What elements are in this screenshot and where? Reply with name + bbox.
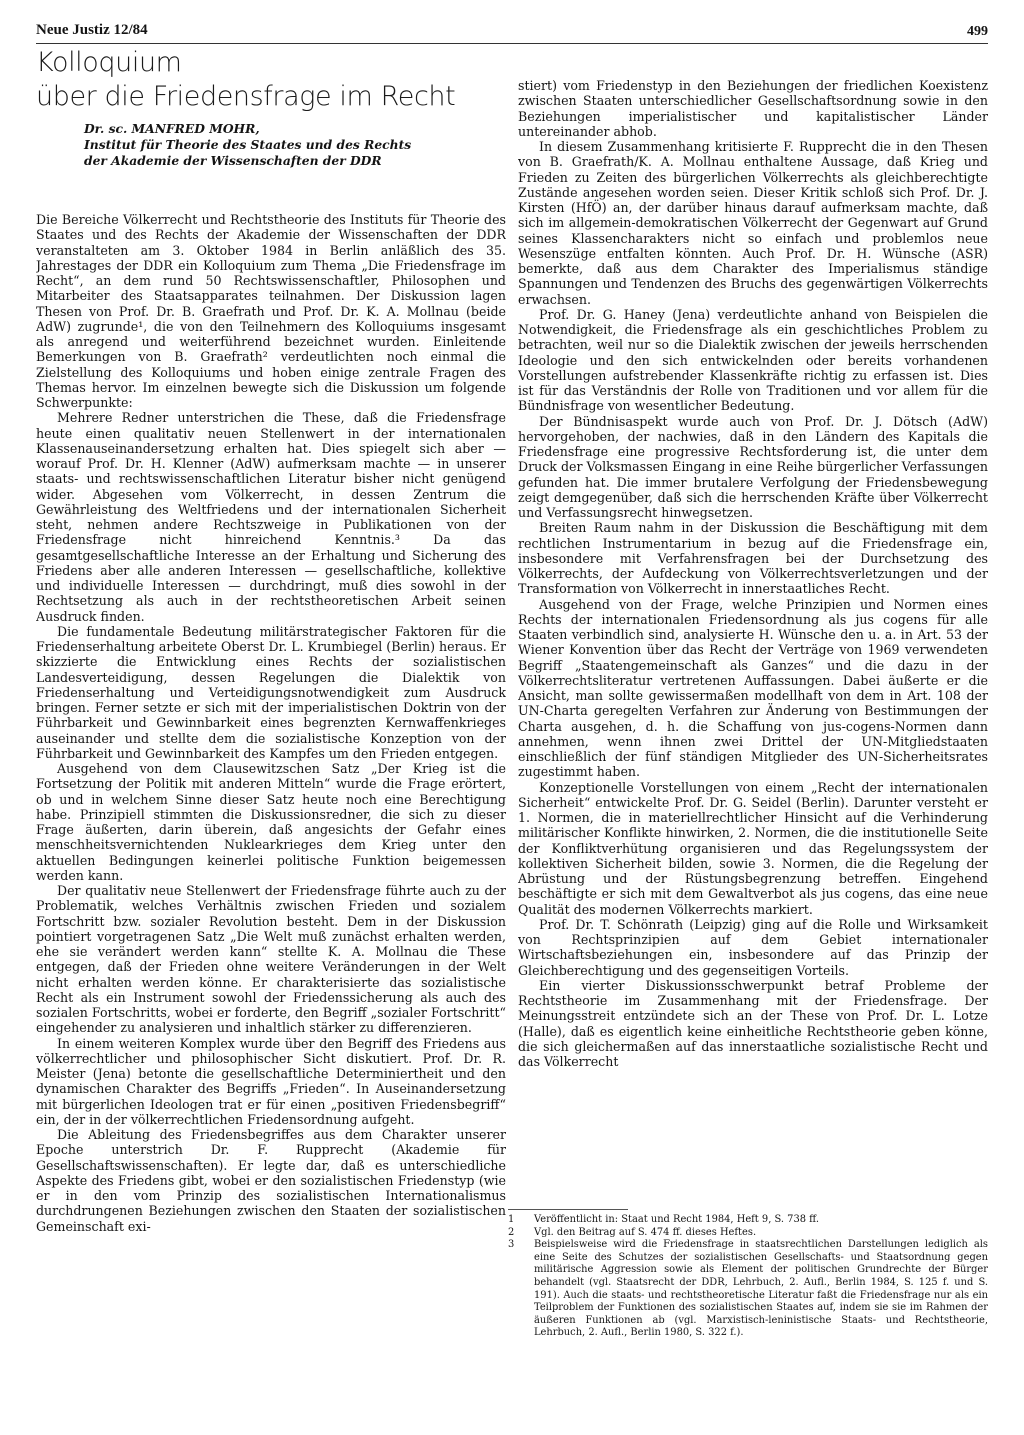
paragraph: Breiten Raum nahm in der Diskussion die Beschäftigung mit dem rechtlichen Instrumentarium in bezug auf die Friedensfrage ein, insbesondere mit Verfahrensfragen bei der Durchsetzung des Völkerrechts, der Aufdeckung von Völkerrechtsverletzungen und der Transformation von Völkerrecht in innerstaatliches Recht. [518, 520, 988, 597]
footnotes [508, 1214, 988, 1340]
paragraph: stiert) vom Friedenstyp in den Beziehungen der friedlichen Koexistenz zwischen Staaten unterschiedlicher Gesellschaftsordnung sowie in den Beziehungen imperialistischer und kapitalistischer Länder untereinander abhob. [518, 78, 988, 139]
page-number: 499 [967, 24, 988, 39]
footnote-number: 1 [508, 1214, 515, 1225]
title-line-2: über die Friedensfrage im Recht [36, 81, 456, 112]
paragraph: Die Ableitung des Friedensbegriffes aus dem Charakter unserer Epoche unterstrich Dr. F. Rupprecht (Akademie für Gesellschaftswissenschaften). Er legte dar, daß es unterschiedliche Aspekte des Friedens gibt, wobei er den sozialistischen Friedenstyp (wie er in den vom Prinzip des sozialistischen Internationalismus durchdrungenen Beziehungen zwischen den Staaten der sozialistischen Gemeinschaft exi- [36, 1127, 506, 1234]
paragraph: Die fundamentale Bedeutung militärstrategischer Faktoren für die Friedenserhaltung arbeitete Oberst Dr. L. Krumbiegel (Berlin) heraus. Er skizzierte die Entwicklung eines Rechts der sozialistischen Landesverteidigung, dessen Regelungen die Dialektik von Friedenserhaltung und Verteidigungsnotwendigkeit zum Ausdruck bringen. Ferner setzte er sich mit der imperialistischen Doktrin von der Führbarkeit und Gewinnbarkeit eines begrenzten Kernwaffenkrieges auseinander und stellte dem die sozialistische Konzeption von der Führbarkeit und Gewinnbarkeit des Kampfes um den Frieden entgegen. [36, 623, 506, 761]
byline [84, 121, 504, 169]
paragraph: In einem weiteren Komplex wurde über den Begriff des Friedens aus völkerrechtlicher und philosophischer Sicht diskutiert. Prof. Dr. R. Meister (Jena) betonte die gesellschaftliche Determiniertheit und den dynamischen Charakter des Begriffs „Frieden“. In Auseinandersetzung mit bürgerlichen Ideologen trat er für einen „positiven Friedensbegriff“ ein, der in der völkerrechtlichen Friedensordnung aufgeht. [36, 1035, 506, 1127]
title-line-1: Kolloquium [36, 47, 182, 78]
footnote-text: Veröffentlicht in: Staat und Recht 1984, Heft 9, S. 738 ff. [534, 1214, 819, 1225]
footnote-text: Vgl. den Beitrag auf S. 474 ff. dieses Heftes. [534, 1226, 757, 1238]
paragraph: Konzeptionelle Vorstellungen von einem „Recht der internationalen Sicherheit“ entwickelte Prof. Dr. G. Seidel (Berlin). Darunter versteht er 1. Normen, die in materiellrechtlicher Hinsicht auf die Verhinderung militärischer Konflikte hinwirken, 2. Normen, die die institutionelle Seite der Konfliktverhütung organisieren und das Regelungssystem der kollektiven Sicherheit bilden, sowie 3. Normen, die die Regelung der Abrüstung und der Rüstungsbegrenzung betreffen. Eingehend beschäftigte er sich mit dem Gewaltverbot als jus cogens, das eine neue Qualität des modernen Völkerrechts markiert. [518, 779, 988, 917]
footnote-text: Beispielsweise wird die Friedensfrage in staatsrechtlichen Darstellungen lediglich als eine Seite des Schutzes der sozialistischen Gesellschafts- und Staatsordnung gegen militärische Aggression sowie als Element der politischen Grundrechte der Bürger behandelt (vgl. Staatsrecht der DDR, Lehrbuch, 2. Aufl., Berlin 1984, S. 125 f. und S. 191). Auch die staats- und rechtstheoretische Literatur faßt die Friedensfrage nur als ein Teilproblem der Funktionen des sozialistischen Staates auf, indem sie sie im Rahmen der äußeren Funktionen ab (vgl. Marxistisch-leninistische Staats- und Rechtstheorie, Lehrbuch, 2. Aufl., Berlin 1980, S. 322 f.). [534, 1239, 988, 1339]
header-rule [36, 43, 988, 44]
left-column [36, 212, 506, 1402]
footnote [508, 1227, 988, 1240]
affiliation-line-2: der Akademie der Wissenschaften der DDR [84, 153, 382, 168]
footnote [508, 1239, 988, 1340]
footnote-number: 3 [508, 1239, 515, 1251]
paragraph: Der qualitativ neue Stellenwert der Friedensfrage führte auch zu der Problematik, welches Verhältnis zwischen Frieden und sozialem Fortschritt bzw. sozialer Revolution besteht. Dem in der Diskussion pointiert vorgetragenen Satz „Die Welt muß zunächst erhalten werden, ehe sie verändert werden kann“ stellte K. A. Mollnau die These entgegen, daß der Frieden ohne weitere Veränderungen in der Welt nicht erhalten werden könne. Er charakterisierte das sozialistische Recht als ein Instrument sowohl der Friedenssicherung als auch des sozialen Fortschritts, wobei er forderte, den Begriff „sozialer Fortschritt“ eingehender zu analysieren und inhaltlich stärker zu differenzieren. [36, 883, 506, 1036]
footnote [508, 1214, 988, 1227]
author-name: Dr. sc. MANFRED MOHR, [84, 121, 260, 136]
paragraph: Mehrere Redner unterstrichen die These, daß die Friedensfrage heute einen qualitativ neuen Stellenwert in der internationalen Klassenauseinandersetzung erhalten hat. Dies spiegelt sich aber — worauf Prof. Dr. H. Klenner (AdW) aufmerksam machte — in unserer staats- und rechtswissenschaftlichen Literatur bisher nicht genügend wider. Abgesehen vom Völkerrecht, in dessen Zentrum die Gewährleistung des Weltfriedens und der internationalen Sicherheit steht, nehmen andere Rechtszweige in Publikationen von der Friedensfrage nicht hinreichend Kenntnis.³ Da das gesamtgesellschaftliche Interesse an der Erhaltung und Sicherung des Friedens aber alle anderen Interessen — gesellschaftliche, kollektive und individuelle Interessen — durchdringt, muß dies sowohl in der Rechtsetzung als auch in der rechtstheoretischen Arbeit seinen Ausdruck finden. [36, 410, 506, 624]
paragraph: Ein vierter Diskussionsschwerpunkt betraf Probleme der Rechtstheorie im Zusammenhang mit der Friedensfrage. Der Meinungsstreit entzündete sich an der These von Prof. Dr. L. Lotze (Halle), daß es eigentlich keine einheitliche Rechtstheorie geben könne, die sich gleichermaßen auf das innerstaatliche sozialistische Recht und das Völkerrecht [518, 977, 988, 1069]
paragraph: Ausgehend von der Frage, welche Prinzipien und Normen eines Rechts der internationalen Friedensordnung als jus cogens für alle Staaten verbindlich sind, analysierte H. Wünsche den u. a. in Art. 53 der Wiener Konvention über das Recht der Verträge von 1969 verwendeten Begriff „Staatengemeinschaft als Ganzes“ und die dazu in der Völkerrechtsliteratur vertretenen Auffassungen. Dabei äußerte er die Ansicht, man sollte gewissermaßen modellhaft von dem in Art. 108 der UN-Charta geregelten Verfahren zur Änderung von Bestimmungen der Charta ausgehen, d. h. die Schaffung von jus-cogens-Normen dann annehmen, wenn ihnen zwei Drittel der UN-Mitgliedstaaten einschließlich der fünf ständigen Mitglieder des UN-Sicherheitsrates zugestimmt haben. [518, 596, 988, 780]
right-column [518, 78, 988, 1178]
footnote-number: 2 [508, 1226, 515, 1238]
paragraph: Prof. Dr. G. Haney (Jena) verdeutlichte anhand von Beispielen die Notwendigkeit, die Friedensfrage als ein geschichtliches Problem zu betrachten, weil nur so die Dialektik zwischen der jeweils herrschenden Ideologie und den sich entwickelnden oder bereits vorhandenen Vorstellungen aufstrebender Klassenkräfte richtig zu erfassen ist. Dies ist für das Verständnis der Rolle von Traditionen und vor allem für die Bündnisfrage von wesentlicher Bedeutung. [518, 306, 988, 414]
article-title [36, 46, 476, 114]
journal-issue: Neue Justiz 12/84 [36, 22, 148, 38]
paragraph: Prof. Dr. T. Schönrath (Leipzig) ging auf die Rolle und Wirksamkeit von Rechtsprinzipien auf dem Gebiet internationaler Wirtschaftsbeziehungen ein, insbesondere auf das Prinzip der Gleichberechtigung und des gegenseitigen Vorteils. [518, 916, 988, 978]
paragraph: Der Bündnisaspekt wurde auch von Prof. Dr. J. Dötsch (AdW) hervorgehoben, der nachwies, daß in den Ländern des Kapitals die Friedensfrage eine progressive Rechtsforderung ist, die unter dem Druck der Volksmassen Eingang in eine Reihe bürgerlicher Verfassungen gefunden hat. Die immer brutalere Verfolgung der Friedensbewegung zeigt demgegenüber, daß sich die herrschenden Kräfte über Völkerrecht und Verfassungsrecht hinwegsetzen. [518, 413, 988, 520]
footnote-rule [508, 1209, 628, 1210]
affiliation-line-1: Institut für Theorie des Staates und des Rechts [84, 137, 412, 152]
paragraph: Ausgehend von dem Clausewitzschen Satz „Der Krieg ist die Fortsetzung der Politik mit anderen Mitteln“ wurde die Frage erörtert, ob und in welchem Sinne dieser Satz heute noch eine Berechtigung habe. Prinzipiell stimmten die Diskussionsredner, die sich zu dieser Frage äußerten, darin überein, daß angesichts der Gefahr eines menschheitsvernichtenden Nuklearkrieges dem Krieg unter den aktuellen Bedingungen keinerlei politische Funktion beigemessen werden kann. [36, 761, 506, 883]
paragraph: In diesem Zusammenhang kritisierte F. Rupprecht die in den Thesen von B. Graefrath/K. A. Mollnau enthaltene Aussage, daß Krieg und Frieden zu Zeiten des bürgerlichen Völkerrechts als gleichberechtigte Zustände angesehen worden seien. Dieser Kritik schloß sich Prof. Dr. J. Kirsten (HfÖ) an, der darüber hinaus darauf aufmerksam machte, daß sich im allgemein-demokratischen Völkerrecht der Gegenwart auf Grund seines Klassencharakters nicht so einfach und problemlos neue Wesenszüge entfalten könnten. Auch Prof. Dr. H. Wünsche (ASR) bemerkte, daß aus dem Charakter des Imperialismus ständige Spannungen und Tendenzen des Bruchs des gegenwärtigen Völkerrechts erwachsen. [518, 139, 988, 307]
paragraph: Die Bereiche Völkerrecht und Rechtstheorie des Instituts für Theorie des Staates und des Rechts der Akademie der Wissenschaften der DDR veranstalteten am 3. Oktober 1984 in Berlin anläßlich des 35. Jahrestages der DDR ein Kolloquium zum Thema „Die Friedensfrage im Recht“, an dem rund 50 Rechtswissenschaftler, Philosophen und Mitarbeiter des Staatsapparates teilnahmen. Der Diskussion lagen Thesen von Prof. Dr. B. Graefrath und Prof. Dr. K. A. Mollnau (beide AdW) zugrunde¹, die von den Teilnehmern des Kolloquiums insgesamt als anregend und weiterführend bezeichnet wurden. Einleitende Bemerkungen von B. Graefrath² verdeutlichten noch einmal die Zielstellung des Kolloquiums und hoben einige zentrale Fragen des Themas hervor. Im einzelnen bewegte sich die Diskussion um folgende Schwerpunkte: [36, 212, 506, 410]
